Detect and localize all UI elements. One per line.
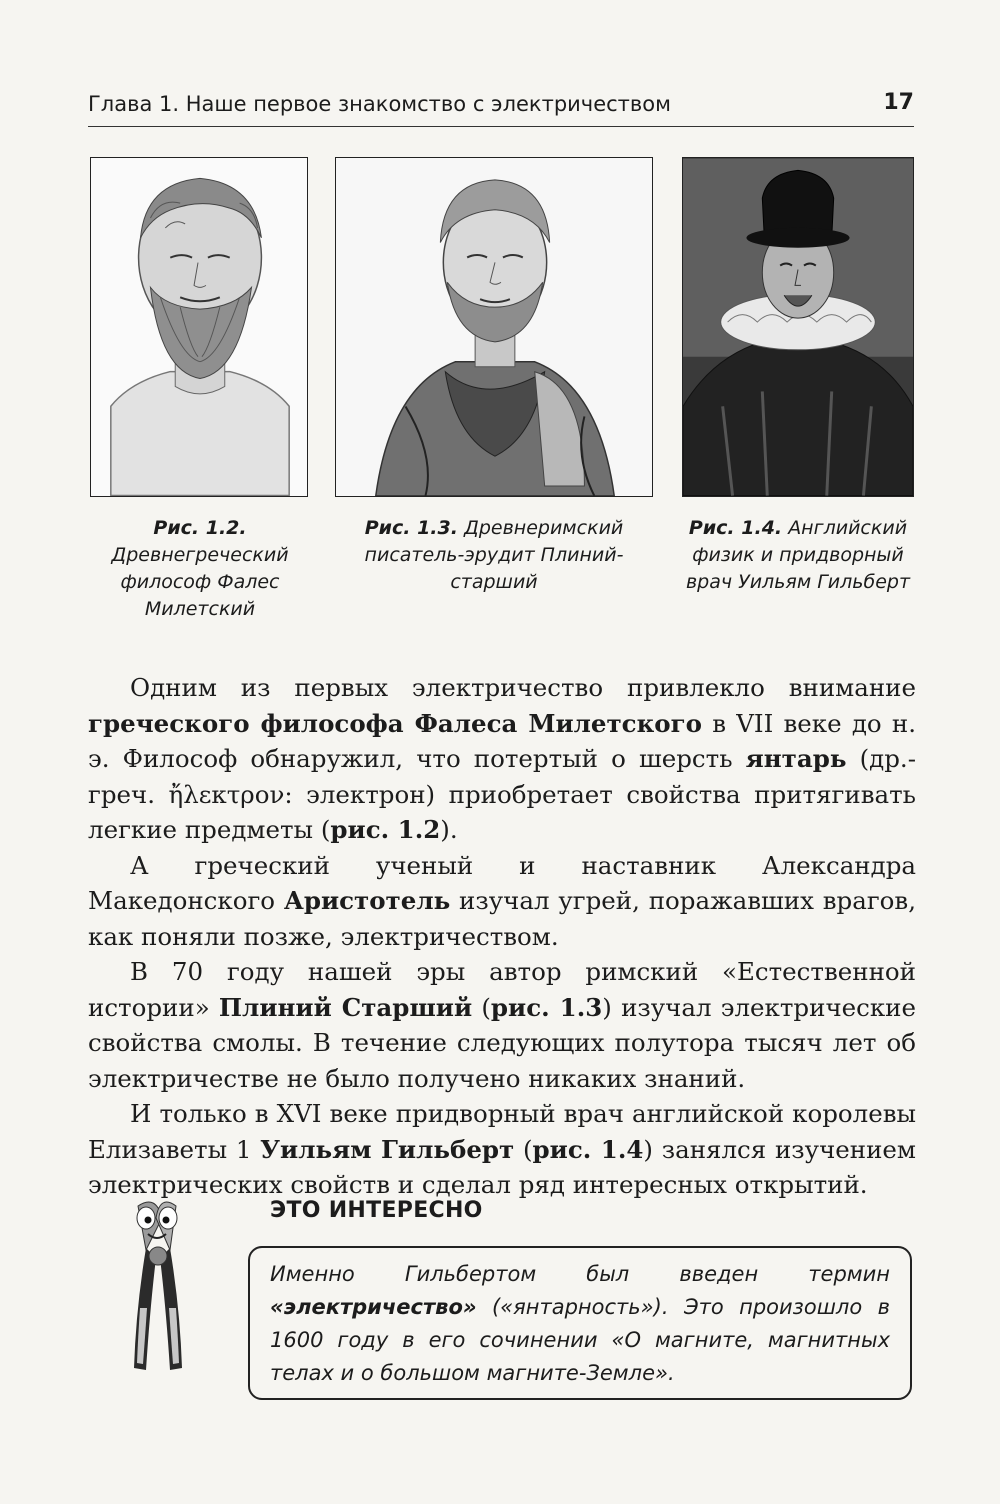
figure-thales — [90, 157, 308, 497]
running-header — [88, 88, 914, 128]
bold-term: Уильям Гильберт — [260, 1134, 515, 1164]
caption-label: Рис. 1.4. — [688, 517, 783, 539]
bold-term: янтарь — [745, 744, 847, 773]
pliny-engraving-illustration — [336, 158, 652, 496]
text-run: в VII веке до н. э. Философ обнаружил, что потертый о шерсть — [88, 708, 916, 773]
bold-term: Плиний Старший — [218, 992, 473, 1022]
header-rule — [88, 126, 914, 127]
text-run: Одним из первых электричество привлекло внимание — [130, 673, 916, 702]
figure-gilbert — [682, 157, 914, 497]
thales-bust-illustration — [91, 158, 307, 496]
interesting-heading: ЭТО ИНТЕРЕСНО — [270, 1198, 483, 1223]
gilbert-portrait-illustration — [683, 158, 913, 496]
bold-term: Аристотель — [283, 886, 451, 915]
paragraph-aristotle — [88, 848, 916, 955]
note-bold-term: «электричество» — [270, 1295, 477, 1319]
text-run: (др.-греч. ἤλεκτρον: электрон) приобретает свойства притягивать легкие предметы ( — [88, 744, 916, 844]
text-run: ( — [472, 992, 491, 1022]
paragraph-pliny — [88, 954, 916, 1096]
figure-reference: рис. 1.4 — [532, 1134, 644, 1164]
chapter-title: Глава 1. Наше первое знакомство с электричеством — [88, 92, 671, 116]
interesting-note-box — [248, 1246, 912, 1400]
caption-label: Рис. 1.2. — [153, 517, 247, 539]
text-run: ) изучал электрические свойства смолы. В течение следующих полутора тысяч лет об электричестве не было получено никаких знаний. — [88, 992, 916, 1093]
caption-figure-1-3 — [333, 515, 655, 596]
page-number: 17 — [883, 90, 914, 115]
figure-reference: рис. 1.2 — [330, 815, 441, 844]
bold-term: греческого философа Фалеса Милетского — [88, 708, 702, 738]
paragraph-thales — [88, 670, 916, 848]
note-text: («янтарность»). Это произошло в 1600 году в его сочинении «О магните, магнитных телах и о большом магните-Земле». — [270, 1295, 890, 1385]
text-run: В 70 году нашей эры автор римский «Естественной истории» — [88, 957, 916, 1022]
caption-label: Рис. 1.3. — [364, 517, 458, 539]
note-text: Именно Гильбертом был введен термин — [270, 1262, 890, 1286]
text-run: изучал угрей, поражавших врагов, как поняли позже, электричеством. — [88, 886, 916, 951]
text-run: ) занялся изучением электрических свойств и сделал ряд интересных открытий. — [88, 1134, 916, 1199]
text-run: И только в XVI веке придворный врач английской королевы Елизаветы 1 — [88, 1099, 916, 1164]
caption-text: Английский физик и придворный врач Уильям Гильберт — [685, 517, 911, 593]
text-run: ). — [440, 815, 458, 844]
caption-text: Древнегреческий философ Фалес Милетский — [111, 544, 289, 620]
caption-text: Древнеримский писатель-эрудит Плиний-старший — [364, 517, 624, 593]
body-text — [88, 670, 916, 1203]
figure-pliny — [335, 157, 653, 497]
text-run: А греческий ученый и наставник Александра Македонского — [88, 850, 916, 915]
caption-figure-1-4 — [676, 515, 920, 596]
paragraph-gilbert — [88, 1096, 916, 1203]
text-run: ( — [514, 1134, 533, 1164]
pliers-mascot-icon — [116, 1188, 200, 1378]
caption-figure-1-2 — [88, 515, 312, 623]
figure-reference: рис. 1.3 — [490, 992, 603, 1022]
